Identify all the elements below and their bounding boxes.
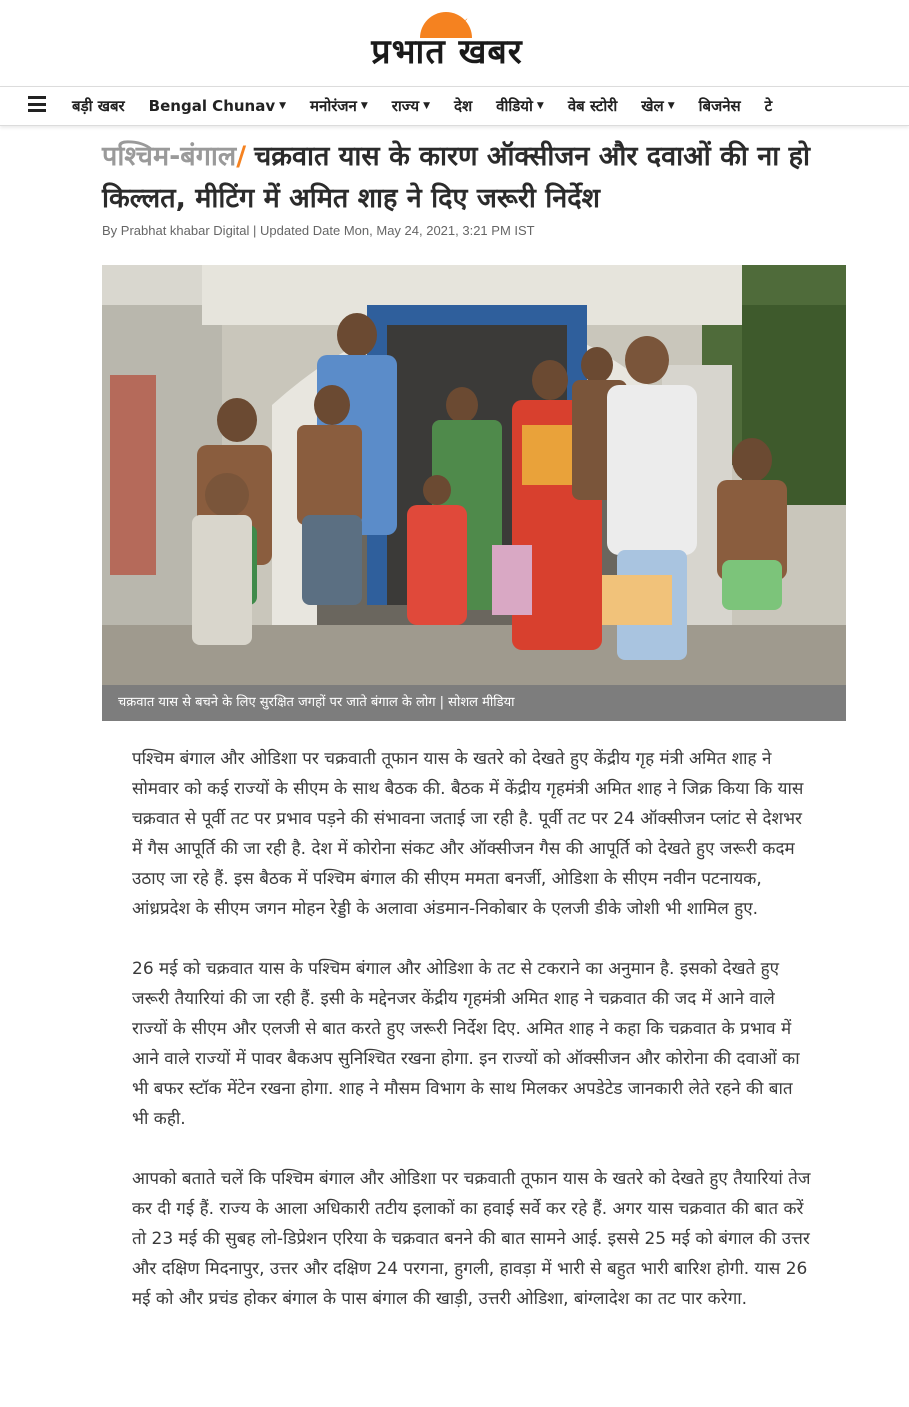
masthead [0,0,909,86]
article-photo [102,265,846,685]
paragraph-1: पश्चिम बंगाल और ओडिशा पर चक्रवाती तूफान यास के खतरे को देखते हुए केंद्रीय गृह मंत्री अमित शाह ने सोमवार को कई राज्यों के सीएम के साथ बैठक की. बैठक में केंद्रीय गृहमंत्री अमित शाह ने जिक्र किया कि यास चक्रवात से पूर्वी तट पर प्रभाव पड़ने की संभावना जताई जा रही है. पूर्वी तट पर 24 ऑक्सीजन प्लांट से देशभर में गैस आपूर्ति की जा रही है. देश में कोरोना संकट और ऑक्सीजन गैस की आपूर्ति को देखते हुए जरूरी कदम उठाए जा रहे हैं. इस बैठक में पश्चिम बंगाल की सीएम ममता बनर्जी, ओडिशा के सीएम नवीन पटनायक, आंध्रप्रदेश के सीएम जगन मोहन रेड्डी के अलावा अंडमान-निकोबार के एलजी डीके जोशी भी शामिल हुए. [132,749,804,919]
nav-item-2[interactable] [310,87,368,125]
caret-down-icon: ▼ [536,101,544,111]
caret-down-icon: ▼ [360,101,368,111]
nav-item-0[interactable] [72,87,125,125]
nav-item-4[interactable] [454,87,472,125]
logo-bird-icon: 〜 [454,13,468,29]
nav-item-1[interactable] [149,87,286,125]
category-separator: / [236,141,247,172]
nav-item-5[interactable] [496,87,544,125]
nav-item-label: राज्य [391,97,420,115]
paragraph-3: आपको बताते चलें कि पश्चिम बंगाल और ओडिशा पर चक्रवाती तूफान यास के खतरे को देखते हुए तैयारियां तेज कर दी गई हैं. राज्य के आला अधिकारी तटीय इलाकों का हवाई सर्वे कर रहे हैं. अगर यास चक्रवात की बात करें तो 23 मई की सुबह लो-डिप्रेशन एरिया के चक्रवात बनने की बात सामने आई. इससे 25 मई को बंगाल की उत्तर और दक्षिण मिदनापुर, उत्तर और दक्षिण 24 परगना, हुगली, हावड़ा में भारी से बहुत भारी बारिश होगी. यास 26 मई को और प्रचंड होकर बंगाल के पास बंगाल की खाड़ी, उत्तरी ओडिशा, बांग्लादेश का तट पार करेगा. [132,1169,811,1309]
nav-item-label: टे [764,97,773,115]
nav-items [72,87,796,125]
nav-item-8[interactable] [699,87,741,125]
nav-item-label: मनोरंजन [310,97,357,115]
article-title [102,136,847,220]
hamburger-icon[interactable] [28,96,46,112]
nav-item-label: बड़ी खबर [72,97,125,115]
byline: By Prabhat khabar Digital | Updated Date Mon, May 24, 2021, 3:21 PM IST [102,223,535,238]
logo-text: प्रभात खबर [371,32,523,72]
nav-item-7[interactable] [641,87,674,125]
nav-item-label: खेल [641,97,664,115]
photo-illustration [102,265,846,685]
article-header [102,136,847,220]
article-body [132,744,812,1344]
caret-down-icon: ▼ [279,101,287,111]
nav-item-3[interactable] [392,87,430,125]
caret-down-icon: ▼ [667,101,675,111]
image-caption: चक्रवात यास से बचने के लिए सुरक्षित जगहों पर जाते बंगाल के लोग | सोशल मीडिया [102,685,846,721]
nav-item-label: Bengal Chunav [148,97,276,115]
nav-item-9[interactable] [765,87,773,125]
nav-item-label: वेब स्टोरी [567,97,618,115]
category-link[interactable]: पश्चिम-बंगाल [102,141,237,172]
main-navigation [0,86,909,126]
nav-item-6[interactable] [568,87,617,125]
site-logo[interactable] [344,8,550,74]
caret-down-icon: ▼ [423,101,430,111]
nav-item-label: देश [453,97,473,115]
nav-item-label: बिजनेस [698,97,741,115]
headline: चक्रवात यास के कारण ऑक्सीजन और दवाओं की ना हो किल्लत, मीटिंग में अमित शाह ने दिए जरूरी निर्देश [102,141,810,214]
paragraph-2: 26 मई को चक्रवात यास के पश्चिम बंगाल और ओडिशा के तट से टकराने का अनुमान है. इसको देखते हुए जरूरी तैयारियां की जा रही हैं. इसी के मद्देनजर केंद्रीय गृहमंत्री अमित शाह ने चक्रवात की जद में आने वाले राज्यों के सीएम और एलजी से बात करते हुए जरूरी निर्देश दिए. अमित शाह ने कहा कि चक्रवात के प्रभाव में आने वाले राज्यों में पावर बैकअप सुनिश्चित रखना होगा. इन राज्यों को ऑक्सीजन और कोरोना की दवाओं का भी बफर स्टॉक मेंटेन रखना होगा. शाह ने मौसम विभाग के साथ मिलकर अपडेटेड जानकारी लेते रहने की बात भी कही. [132,959,800,1129]
nav-item-label: वीडियो [496,97,533,115]
